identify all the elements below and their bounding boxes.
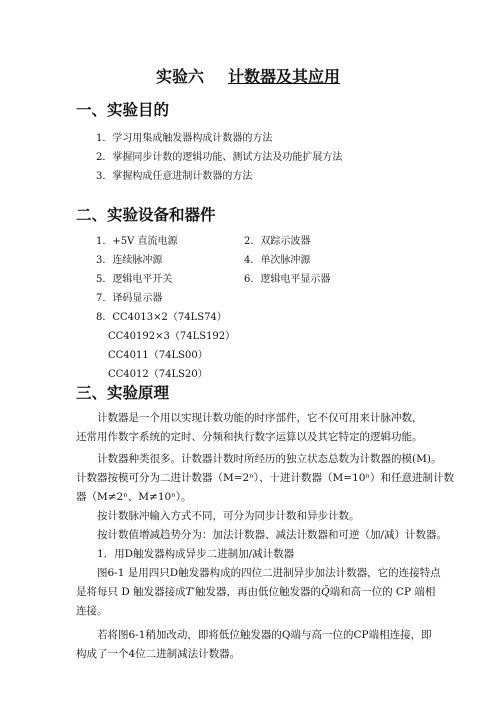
principle-paragraph-2-line-3: 器（M≠2ⁿ、M≠10ⁿ）。: [76, 491, 192, 503]
equipment-item-8-cc4011: CC4011（74LS00）: [108, 350, 208, 361]
principle-paragraph-6-line-1: 图6-1 是用四只D触发器构成的四位二进制异步加法计数器，它的连接特点: [97, 567, 441, 579]
principle-paragraph-2-line-2: 计数器按模可分为二进计数器（M=2ⁿ）、十进计数器（M=10ⁿ）和任意进制计数: [76, 472, 454, 484]
q-bar-symbol: Q̄: [320, 586, 330, 598]
section-heading-principle: 三、实验原理: [76, 384, 170, 402]
equipment-item-8-cc40192: CC40192×3（74LS192）: [108, 331, 236, 342]
principle-paragraph-1: 计数器是一个用以实现计数功能的时序部件，它不仅可用来计脉冲数，还常用作数字系统的定时、分频和执行数字运算以及其它特定的逻辑功能。: [76, 412, 423, 443]
principle-paragraph-4: 按计数值增减趋势分为：加法计数器、减法计数器和可逆（加/减）计数器。: [97, 529, 448, 541]
equipment-item-5: 5．逻辑电平开关: [96, 274, 173, 285]
objective-item-3: 3．掌握构成任意进制计数器的方法: [96, 171, 253, 182]
equipment-item-8: 8．CC4013×2（74LS74）: [96, 312, 227, 323]
t-prime-symbol: T′: [185, 586, 195, 598]
equipment-item-4: 4．单次脉冲源: [244, 255, 311, 266]
principle-paragraph-3: 按计数脉冲输入方式不同，可分为同步计数和异步计数。: [97, 510, 360, 522]
section-heading-equipment: 二、实验设备和器件: [76, 206, 216, 224]
objective-item-1: 1．学习用集成触发器构成计数器的方法: [96, 133, 273, 144]
title-experiment-name: 计数器及其应用: [228, 67, 341, 86]
equipment-item-2: 2．双踪示波器: [244, 236, 311, 247]
principle-paragraph-7-line-1: 若将图6-1稍加改动，即将低位触发器的Q端与高一位的CP端相连接，即: [97, 629, 432, 641]
section-heading-objectives: 一、实验目的: [76, 101, 170, 119]
principle-paragraph-6-line-3: 连接。: [76, 605, 108, 617]
principle-paragraph-2-line-1: 计数器种类很多。计数器计数时所经历的独立状态总数为计数器的模(M)。: [97, 453, 442, 465]
equipment-item-6: 6．逻辑电平显示器: [244, 274, 331, 285]
principle-paragraph-6-line-2: 是将每只 D 触发器接成T′触发器，再由低位触发器的Q̄端和高一位的 CP 端相: [76, 586, 436, 598]
equipment-item-1: 1．+5V 直流电源: [96, 236, 178, 247]
principle-subheading-1: 1．用D触发器构成异步二进制加/减计数器: [97, 548, 295, 560]
title-experiment-number: 实验六: [155, 67, 204, 86]
equipment-item-3: 3．连续脉冲源: [96, 255, 163, 266]
objective-item-2: 2．掌握同步计数的逻辑功能、测试方法及功能扩展方法: [96, 152, 343, 163]
equipment-item-7: 7．译码显示器: [96, 293, 163, 304]
document-title: [0, 64, 496, 87]
principle-paragraph-7-line-2: 构成了一个4位二进制减法计数器。: [76, 648, 241, 660]
equipment-item-8-cc4012: CC4012（74LS20）: [108, 369, 208, 380]
